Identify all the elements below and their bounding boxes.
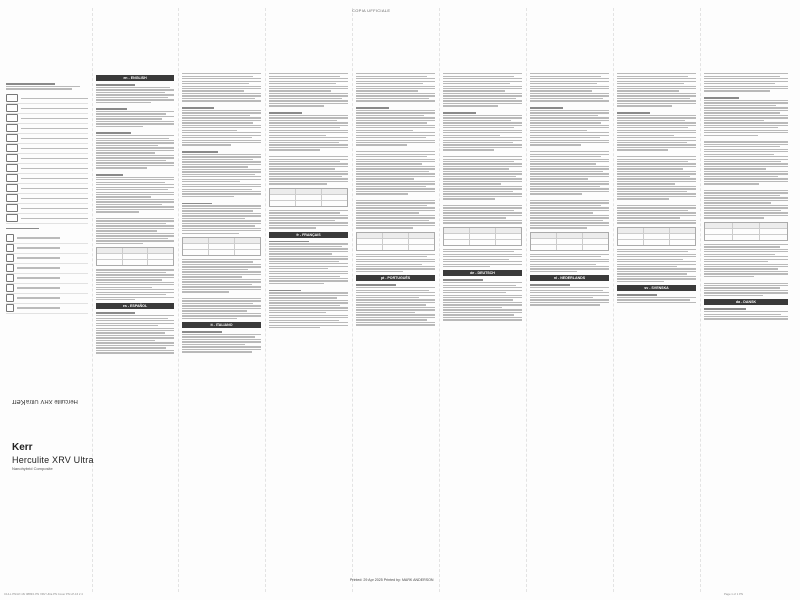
- shade-table: [617, 227, 696, 246]
- fold-line: [178, 8, 179, 592]
- section-header-pt: pt - PORTUGUÊS: [356, 275, 435, 281]
- product-name: Herculite XRV Ultra: [12, 455, 94, 465]
- column-7: [530, 72, 609, 572]
- section-header-es: es - ESPAÑOL: [96, 303, 174, 309]
- fold-line: [92, 8, 93, 592]
- copy-label: COPIA UFFICIALE: [352, 8, 391, 13]
- shade-table: [530, 232, 609, 251]
- shade-table: [269, 188, 348, 207]
- section-header-de: de - DEUTSCH: [443, 270, 522, 276]
- doc-code-right: Page 1 of 1 PN: [724, 592, 743, 596]
- section-header-en: en - ENGLISH: [96, 75, 174, 81]
- column-5: [356, 72, 435, 572]
- brand-vertical: Kerr: [12, 398, 26, 405]
- fold-line: [613, 8, 614, 592]
- section-header-it: it - ITALIANO: [182, 322, 261, 328]
- fold-line: [526, 8, 527, 592]
- product-subtitle: Nanohybrid Composite: [12, 466, 53, 471]
- fold-line: [700, 8, 701, 592]
- column-6: [443, 72, 522, 572]
- section-header-nl: nl - NEDERLANDS: [530, 275, 609, 281]
- product-vertical: Herculite XRV Ultra: [26, 398, 78, 404]
- column-8: [617, 72, 696, 572]
- shade-table: [96, 247, 174, 266]
- shade-table: [443, 227, 522, 246]
- shade-table: [356, 232, 435, 251]
- fold-line: [439, 8, 440, 592]
- column-9: [704, 72, 788, 572]
- print-stamp: Printed: 29 Apr 2025 Printed by: MARK ANDERSON: [350, 578, 434, 582]
- fold-line: [265, 8, 266, 592]
- brand-logo: Kerr: [12, 442, 33, 453]
- section-header-da: da - DANSK: [704, 299, 788, 305]
- section-header-sv: sv - SVENSKA: [617, 285, 696, 291]
- shade-table: [704, 222, 788, 241]
- fold-line: [352, 8, 353, 592]
- shade-table: [182, 237, 261, 256]
- symbol-glossary: [6, 82, 88, 382]
- doc-code-left: C14-L PN/LP-16/ 0883/1 PN XRV Ultra PN Cover PN LP-16 2 4: [4, 592, 83, 596]
- column-3: [182, 72, 261, 572]
- section-header-fr: fr - FRANÇAIS: [269, 232, 348, 238]
- column-4: [269, 72, 348, 572]
- column-2: [96, 72, 174, 572]
